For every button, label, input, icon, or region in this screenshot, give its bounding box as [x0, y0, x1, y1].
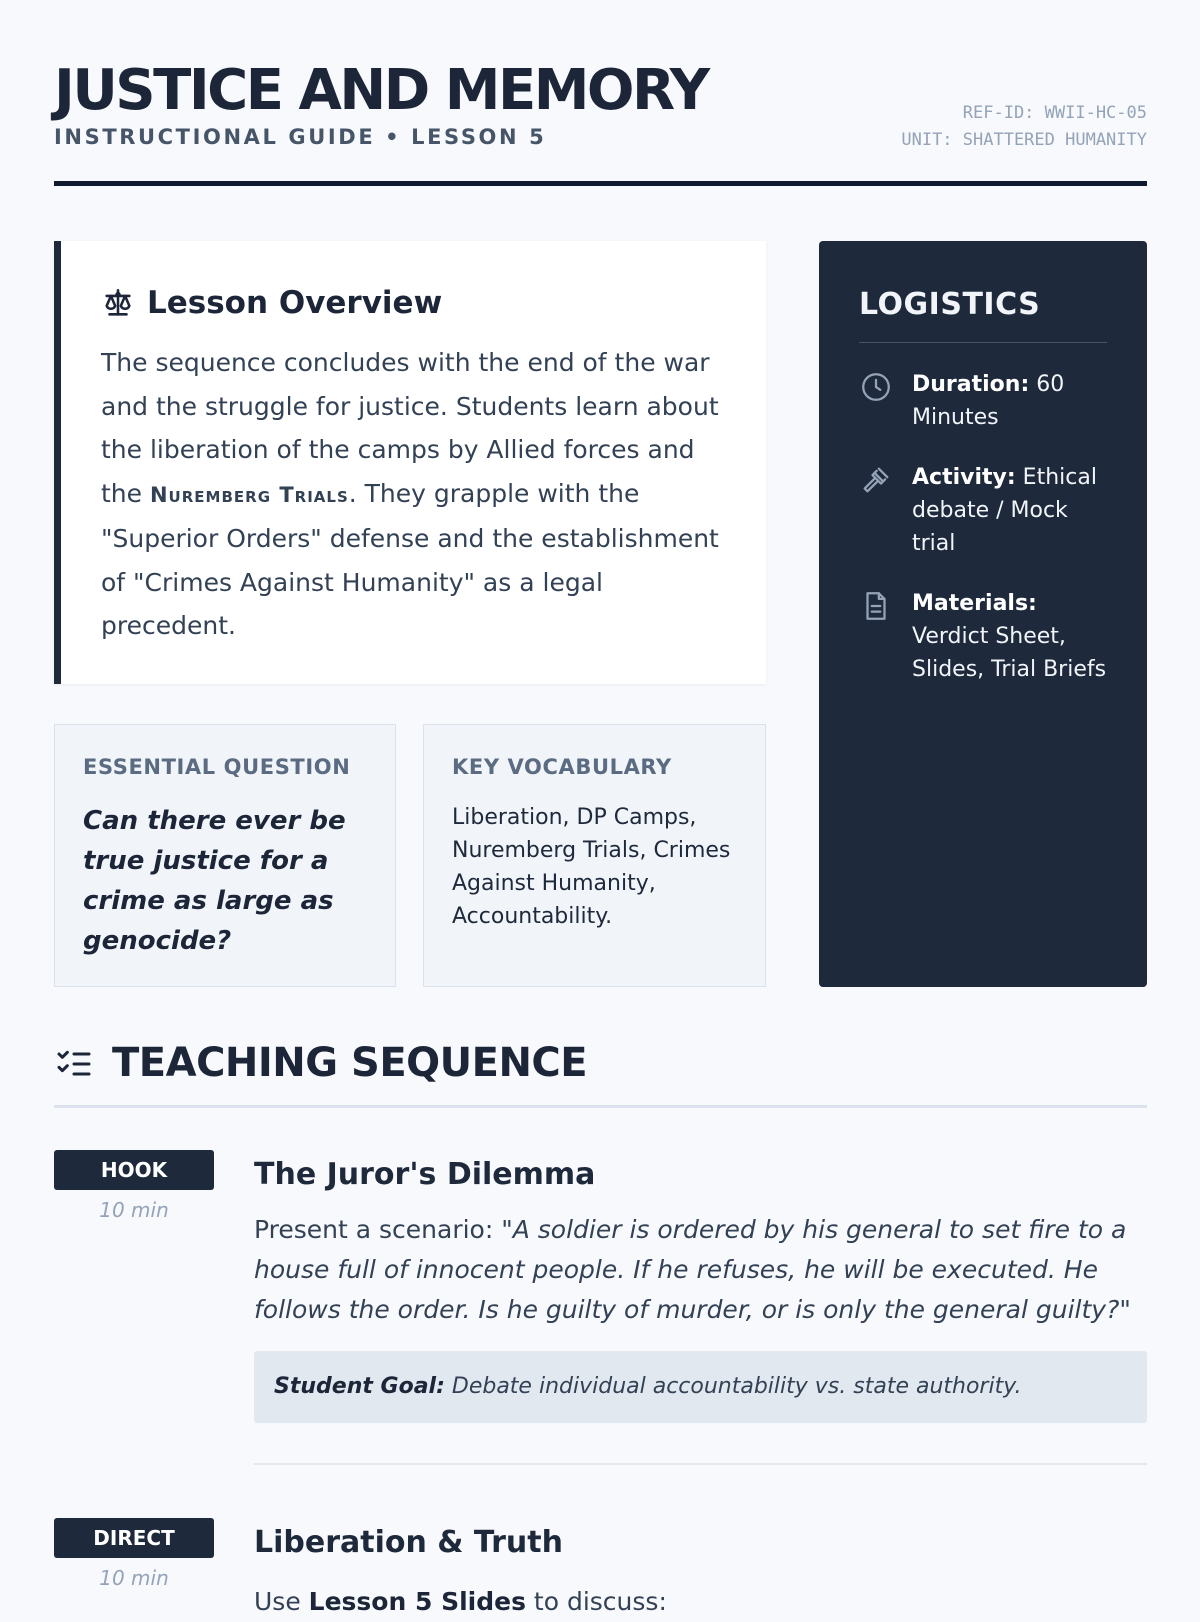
- gavel-icon: [859, 463, 893, 497]
- step-text-start: Use: [254, 1587, 309, 1616]
- page-subtitle: INSTRUCTIONAL GUIDE • LESSON 5: [54, 125, 547, 149]
- step-badge: HOOK: [54, 1150, 214, 1190]
- overview-title: Lesson Overview: [147, 285, 443, 321]
- key-vocabulary-text: Liberation, DP Camps, Nuremberg Trials, Crimes Against Humanity, Accountability.: [452, 805, 731, 929]
- materials-label: Materials:: [912, 591, 1037, 616]
- lesson-page: [54, 0, 1147, 1616]
- activity-value: Ethical debate / Mock trial: [912, 465, 1097, 556]
- logistics-materials: [859, 587, 1119, 686]
- duration-label: Duration:: [912, 372, 1030, 397]
- step-text-end: to discuss:: [525, 1587, 667, 1616]
- logistics-duration: [859, 368, 1119, 434]
- key-vocabulary-card: [423, 724, 766, 987]
- essential-question-text: Can there ever be true justice for a crime as large as genocide?: [83, 806, 346, 956]
- sequence-step-direct: [54, 1518, 1147, 1616]
- step-description: [254, 1582, 1147, 1622]
- page-header: [54, 0, 1147, 186]
- step-title: Liberation & Truth: [254, 1525, 563, 1560]
- essential-question-card: [54, 724, 396, 987]
- key-vocabulary-label: KEY VOCABULARY: [452, 755, 672, 779]
- essential-question-label: ESSENTIAL QUESTION: [83, 755, 351, 779]
- step-description: [254, 1210, 1147, 1330]
- step-text-bold: Lesson 5 Slides: [308, 1587, 526, 1616]
- step-badge: DIRECT: [54, 1518, 214, 1558]
- unit-name: UNIT: SHATTERED HUMANITY: [901, 130, 1147, 150]
- page-title: JUSTICE AND MEMORY: [54, 58, 708, 123]
- logistics-activity: [859, 461, 1119, 560]
- student-goal-box: [254, 1351, 1147, 1423]
- activity-label: Activity:: [912, 465, 1016, 490]
- scale-icon: [101, 286, 135, 320]
- step-title: The Juror's Dilemma: [254, 1157, 596, 1192]
- overview-emphasis: Nuremberg Trials: [149, 482, 349, 507]
- overview-text-end: . They grapple with the "Superior Orders" defense and the establishment of "Crimes Against Humanity" as a legal precedent.: [101, 478, 719, 640]
- document-icon: [859, 589, 893, 623]
- student-goal-text: Debate individual accountability vs. state authority.: [444, 1374, 1022, 1399]
- overview-text: [101, 341, 741, 648]
- step-divider: [254, 1463, 1147, 1465]
- sequence-step-hook: [54, 1150, 1147, 1490]
- overview-text-start: The sequence concludes with the end of the war and the struggle for justice. Students learn about the liberation of the camps by Allied forces and the: [101, 348, 719, 508]
- materials-value: Verdict Sheet, Slides, Trial Briefs: [912, 624, 1107, 682]
- step-scenario-quote: "A soldier is ordered by his general to set fire to a house full of innocent people. If he refuses, he will be executed. He follows the order. Is he guilty of murder, or is only the general guilty?": [254, 1215, 1131, 1324]
- teaching-sequence-header: [54, 1040, 1147, 1108]
- step-intro: Present a scenario:: [254, 1215, 502, 1244]
- student-goal-label: Student Goal:: [274, 1374, 445, 1399]
- lesson-overview-card: [54, 241, 766, 684]
- clock-icon: [859, 370, 893, 404]
- logistics-panel: [819, 241, 1147, 987]
- step-duration: 10 min: [99, 1198, 169, 1222]
- duration-value: 60 Minutes: [912, 372, 1065, 430]
- ref-id: REF-ID: WWII-HC-05: [962, 103, 1147, 123]
- reference-block: [901, 100, 1147, 154]
- overview-header: [101, 285, 442, 321]
- checklist-icon: [54, 1044, 94, 1084]
- logistics-title: LOGISTICS: [859, 287, 1107, 343]
- step-duration: 10 min: [99, 1566, 169, 1590]
- teaching-sequence-title: TEACHING SEQUENCE: [112, 1040, 588, 1086]
